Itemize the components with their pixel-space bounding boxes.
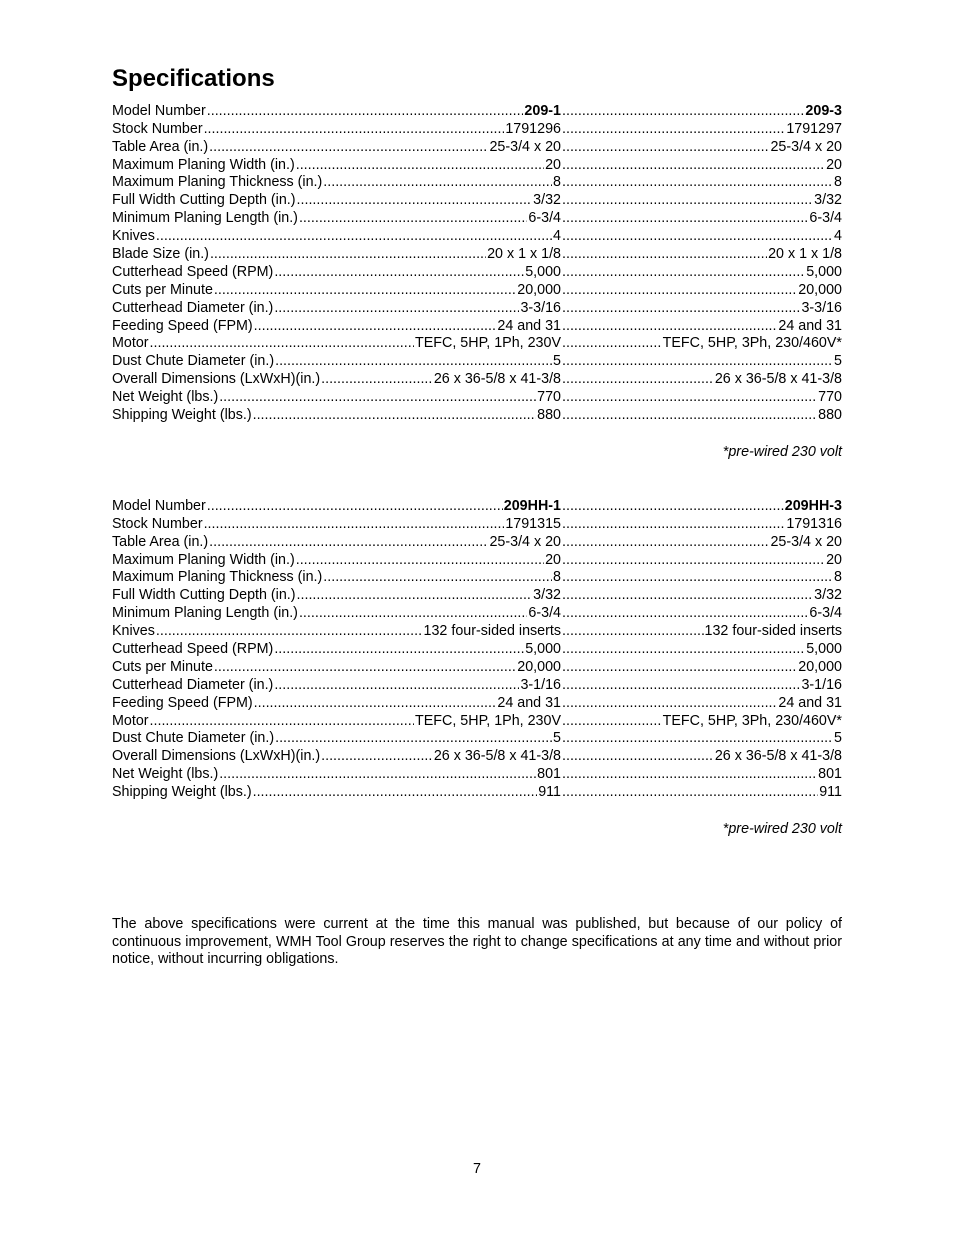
spec-value-2: 5,000 [806,641,842,658]
model-header-row [112,497,842,515]
spec-cell-right [561,210,842,227]
spec-value-1: 25-3/4 x 20 [489,533,561,550]
dot-leader [274,677,519,694]
spec-label: Dust Chute Diameter (in.) [112,730,275,747]
dot-leader [209,139,488,156]
spec-cell-left [112,335,561,352]
dot-leader [562,713,662,730]
spec-value-2: 24 and 31 [778,317,842,334]
spec-label: Overall Dimensions (LxWxH)(in.) [112,371,321,388]
spec-value-2: 911 [819,784,842,801]
spec-value-1: TEFC, 5HP, 1Ph, 230V [415,712,561,729]
spec-row [112,388,842,406]
dot-leader [562,623,704,640]
spec-cell-right [561,569,842,586]
spec-cell-left [112,246,561,263]
spec-cell-right [561,498,842,515]
spec-row [112,676,842,694]
spec-cell-left [112,534,561,551]
prewired-note-1: *pre-wired 230 volt [722,444,842,460]
spec-label: Feeding Speed (FPM) [112,317,253,334]
dot-leader [204,516,505,533]
spec-row [112,352,842,370]
spec-row [112,658,842,676]
spec-cell-left [112,157,561,174]
dot-leader [562,246,767,263]
dot-leader [156,623,423,640]
spec-value-2: 132 four-sided inserts [704,623,842,640]
spec-value-2: 209HH-3 [784,497,842,514]
spec-value-2: 8 [834,174,842,191]
spec-value-2: TEFC, 5HP, 3Ph, 230/460V* [662,335,842,352]
spec-value-2: 3/32 [814,192,842,209]
spec-row [112,551,842,569]
dot-leader [299,210,527,227]
spec-value-1: 5,000 [525,263,561,280]
dot-leader [275,730,552,747]
dot-leader [254,318,497,335]
spec-cell-left [112,641,561,658]
spec-cell-right [561,659,842,676]
spec-cell-right [561,139,842,156]
spec-row [112,370,842,388]
spec-label: Cutterhead Diameter (in.) [112,676,274,693]
spec-row [112,515,842,533]
spec-label: Cutterhead Diameter (in.) [112,299,274,316]
dot-leader [562,389,817,406]
dot-leader [562,282,797,299]
spec-value-2: 20 x 1 x 1/8 [768,246,842,263]
spec-value-1: 8 [553,174,561,191]
spec-cell-left [112,407,561,424]
spec-label: Model Number [112,102,206,119]
spec-value-1: 20,000 [517,658,561,675]
spec-row [112,120,842,138]
spec-cell-left [112,264,561,281]
dot-leader [562,353,833,370]
dot-leader [299,605,527,622]
spec-cell-right [561,228,842,245]
dot-leader [274,300,519,317]
spec-label: Minimum Planing Length (in.) [112,210,298,227]
spec-value-2: 1791316 [786,515,842,532]
dot-leader [562,659,797,676]
spec-value-1: 5,000 [525,641,561,658]
spec-cell-right [561,264,842,281]
spec-value-1: 1791315 [505,515,561,532]
spec-cell-right [561,730,842,747]
spec-cell-left [112,210,561,227]
spec-value-1: 1791296 [505,120,561,137]
spec-label: Net Weight (lbs.) [112,389,219,406]
spec-value-1: 801 [537,766,561,783]
dot-leader [562,569,833,586]
spec-label: Motor [112,335,149,352]
spec-value-2: 801 [818,766,842,783]
dot-leader [150,335,414,352]
spec-label: Shipping Weight (lbs.) [112,784,252,801]
spec-value-1: 209HH-1 [503,497,561,514]
dot-leader [210,246,486,263]
spec-value-1: 3-1/16 [520,676,561,693]
spec-cell-right [561,389,842,406]
spec-value-2: 20 [826,551,842,568]
spec-label: Model Number [112,497,206,514]
spec-value-2: 3-3/16 [801,299,842,316]
spec-cell-right [561,282,842,299]
spec-value-2: 25-3/4 x 20 [770,138,842,155]
spec-cell-left [112,677,561,694]
spec-value-2: 4 [834,228,842,245]
dot-leader [156,228,552,245]
spec-label: Blade Size (in.) [112,246,209,263]
spec-cell-right [561,353,842,370]
spec-row [112,586,842,604]
spec-label: Maximum Planing Width (in.) [112,156,295,173]
spec-cell-right [561,766,842,783]
dot-leader [562,157,825,174]
spec-label: Shipping Weight (lbs.) [112,407,252,424]
spec-value-1: 20 [545,156,561,173]
dot-leader [214,282,516,299]
spec-row [112,406,842,424]
spec-cell-right [561,641,842,658]
spec-value-2: 209-3 [805,102,842,119]
spec-cell-left [112,498,561,515]
spec-label: Cuts per Minute [112,658,213,675]
spec-value-1: 3/32 [533,587,561,604]
spec-table-209 [112,102,842,424]
spec-label: Full Width Cutting Depth (in.) [112,192,296,209]
spec-row [112,209,842,227]
spec-label: Dust Chute Diameter (in.) [112,353,275,370]
spec-value-1: 770 [537,389,561,406]
spec-cell-left [112,192,561,209]
spec-cell-left [112,730,561,747]
spec-cell-right [561,552,842,569]
page-title: Specifications [112,65,275,92]
spec-cell-right [561,784,842,801]
spec-label: Maximum Planing Thickness (in.) [112,569,323,586]
spec-label: Stock Number [112,120,203,137]
spec-value-1: 8 [553,569,561,586]
dot-leader [321,748,433,765]
dot-leader [204,121,505,138]
spec-value-2: 880 [818,407,842,424]
spec-value-2: 5,000 [806,263,842,280]
dot-leader [562,766,817,783]
spec-row [112,174,842,192]
spec-row [112,569,842,587]
spec-cell-left [112,659,561,676]
spec-cell-left [112,300,561,317]
spec-label: Maximum Planing Width (in.) [112,551,295,568]
dot-leader [297,587,533,604]
spec-cell-left [112,766,561,783]
spec-label: Feeding Speed (FPM) [112,694,253,711]
spec-value-2: 770 [818,389,842,406]
page-number: 7 [473,1161,481,1177]
spec-value-2: 5 [834,730,842,747]
spec-cell-left [112,139,561,156]
spec-cell-left [112,121,561,138]
spec-row [112,747,842,765]
spec-cell-right [561,677,842,694]
dot-leader [562,534,769,551]
spec-cell-left [112,623,561,640]
spec-value-1: 911 [538,784,561,801]
spec-cell-right [561,192,842,209]
spec-value-1: 5 [553,353,561,370]
spec-row [112,783,842,801]
spec-label: Maximum Planing Thickness (in.) [112,174,323,191]
dot-leader [214,659,516,676]
dot-leader [562,371,714,388]
spec-cell-left [112,516,561,533]
dot-leader [562,228,833,245]
spec-cell-left [112,389,561,406]
dot-leader [562,748,714,765]
spec-value-2: 20,000 [798,658,842,675]
dot-leader [562,784,818,801]
spec-cell-right [561,157,842,174]
spec-cell-left [112,353,561,370]
spec-cell-left [112,605,561,622]
spec-value-2: 1791297 [786,120,842,137]
spec-value-2: 3/32 [814,587,842,604]
spec-cell-left [112,587,561,604]
spec-row [112,138,842,156]
dot-leader [562,264,805,281]
specifications-disclaimer: The above specifications were current at the time this manual was published, but because of our policy of continuous improvement, WMH Tool Group reserves the right to change specifications at any time and without prior notice, without incurring obligations. [112,916,842,968]
dot-leader [296,552,544,569]
spec-label: Knives [112,623,155,640]
spec-cell-right [561,534,842,551]
spec-cell-left [112,282,561,299]
spec-value-2: 26 x 36-5/8 x 41-3/8 [714,371,842,388]
dot-leader [209,534,488,551]
dot-leader [274,641,524,658]
dot-leader [562,210,808,227]
spec-cell-left [112,784,561,801]
spec-cell-left [112,228,561,245]
dot-leader [323,569,552,586]
spec-cell-left [112,748,561,765]
spec-value-1: 26 x 36-5/8 x 41-3/8 [433,748,561,765]
spec-row [112,191,842,209]
dot-leader [297,192,533,209]
dot-leader [562,552,825,569]
dot-leader [253,784,538,801]
spec-cell-left [112,174,561,191]
dot-leader [321,371,433,388]
dot-leader [207,103,524,120]
spec-cell-left [112,371,561,388]
spec-cell-right [561,605,842,622]
spec-row [112,263,842,281]
spec-cell-left [112,695,561,712]
spec-row [112,317,842,335]
dot-leader [562,641,805,658]
spec-row [112,604,842,622]
dot-leader [562,407,817,424]
spec-value-2: 20 [826,156,842,173]
spec-cell-right [561,407,842,424]
dot-leader [219,766,536,783]
spec-cell-right [561,713,842,730]
spec-value-1: 20 x 1 x 1/8 [487,246,561,263]
spec-label: Cutterhead Speed (RPM) [112,263,274,280]
dot-leader [150,713,414,730]
dot-leader [296,157,544,174]
spec-label: Cutterhead Speed (RPM) [112,641,274,658]
spec-cell-right [561,300,842,317]
dot-leader [562,192,813,209]
spec-cell-left [112,318,561,335]
dot-leader [562,139,769,156]
spec-label: Motor [112,712,149,729]
spec-row [112,227,842,245]
dot-leader [562,498,784,515]
spec-value-1: 209-1 [524,102,561,119]
dot-leader [219,389,536,406]
spec-value-1: 26 x 36-5/8 x 41-3/8 [433,371,561,388]
dot-leader [562,695,777,712]
spec-cell-right [561,516,842,533]
spec-cell-right [561,587,842,604]
spec-cell-right [561,695,842,712]
spec-row [112,712,842,730]
spec-row [112,281,842,299]
spec-cell-right [561,121,842,138]
spec-cell-right [561,623,842,640]
spec-label: Cuts per Minute [112,281,213,298]
spec-value-1: 24 and 31 [497,317,561,334]
spec-label: Minimum Planing Length (in.) [112,605,298,622]
spec-value-2: 20,000 [798,281,842,298]
spec-row [112,730,842,748]
spec-cell-right [561,748,842,765]
dot-leader [562,103,804,120]
spec-value-2: TEFC, 5HP, 3Ph, 230/460V* [662,712,842,729]
spec-value-1: 3-3/16 [520,299,561,316]
spec-label: Knives [112,228,155,245]
spec-value-1: 25-3/4 x 20 [489,138,561,155]
spec-value-1: 880 [537,407,561,424]
spec-value-2: 5 [834,353,842,370]
spec-value-2: 6-3/4 [809,210,842,227]
spec-row [112,335,842,353]
dot-leader [562,587,813,604]
spec-value-2: 26 x 36-5/8 x 41-3/8 [714,748,842,765]
spec-value-1: 24 and 31 [497,694,561,711]
spec-table-209hh [112,497,842,801]
dot-leader [562,605,808,622]
spec-value-1: 6-3/4 [528,605,561,622]
dot-leader [254,695,497,712]
spec-cell-right [561,371,842,388]
spec-cell-left [112,713,561,730]
dot-leader [562,677,800,694]
spec-label: Table Area (in.) [112,533,209,550]
spec-value-1: 5 [553,730,561,747]
spec-cell-right [561,174,842,191]
spec-row [112,533,842,551]
spec-cell-right [561,246,842,263]
spec-value-1: TEFC, 5HP, 1Ph, 230V [415,335,561,352]
dot-leader [562,318,777,335]
spec-row [112,694,842,712]
spec-row [112,156,842,174]
dot-leader [253,407,537,424]
spec-value-1: 20,000 [517,281,561,298]
dot-leader [323,174,552,191]
spec-cell-right [561,335,842,352]
prewired-note-2: *pre-wired 230 volt [722,821,842,837]
spec-value-2: 24 and 31 [778,694,842,711]
spec-value-1: 20 [545,551,561,568]
spec-row [112,622,842,640]
spec-value-1: 3/32 [533,192,561,209]
dot-leader [562,335,662,352]
dot-leader [562,300,800,317]
spec-label: Overall Dimensions (LxWxH)(in.) [112,748,321,765]
dot-leader [275,353,552,370]
spec-label: Full Width Cutting Depth (in.) [112,587,296,604]
spec-row [112,245,842,263]
spec-value-1: 132 four-sided inserts [423,623,561,640]
spec-row [112,765,842,783]
spec-value-2: 6-3/4 [809,605,842,622]
dot-leader [562,516,785,533]
spec-value-2: 8 [834,569,842,586]
model-header-row [112,102,842,120]
spec-row [112,299,842,317]
spec-cell-left [112,569,561,586]
dot-leader [562,730,833,747]
dot-leader [274,264,524,281]
spec-cell-right [561,318,842,335]
spec-label: Net Weight (lbs.) [112,766,219,783]
spec-value-2: 25-3/4 x 20 [770,533,842,550]
spec-row [112,640,842,658]
spec-cell-left [112,103,561,120]
dot-leader [562,174,833,191]
spec-cell-right [561,103,842,120]
spec-value-1: 6-3/4 [528,210,561,227]
spec-label: Table Area (in.) [112,138,209,155]
spec-value-1: 4 [553,228,561,245]
spec-label: Stock Number [112,515,203,532]
spec-value-2: 3-1/16 [801,676,842,693]
dot-leader [207,498,503,515]
spec-cell-left [112,552,561,569]
dot-leader [562,121,785,138]
